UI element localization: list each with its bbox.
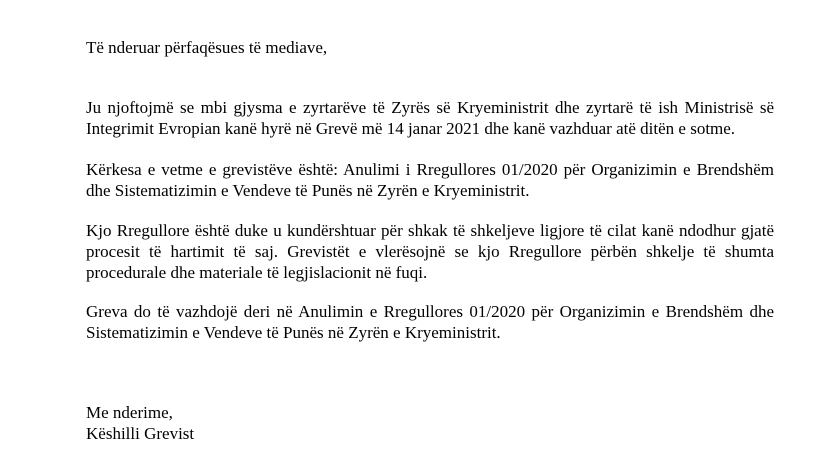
paragraph-4-line-2: Sistematizimin e Vendeve të Punës në Zyrën e Kryeministrit.	[86, 323, 501, 342]
paragraph-2-line-2: dhe Sistematizimin e Vendeve të Punës në Zyrën e Kryeministrit.	[86, 181, 530, 200]
paragraph-3-line-2: procesit të hartimit të saj. Grevistët e vlerësojnë se kjo Rregullore përbën shkelje të shumta	[86, 242, 774, 261]
closing: Me nderime,	[86, 403, 173, 422]
paragraph-2-line-1: Kërkesa e vetme e grevistëve është: Anulimi i Rregullores 01/2020 për Organizimin e Brendshëm	[86, 160, 774, 179]
paragraph-3-line-1: Kjo Rregullore është duke u kundërshtuar për shkak të shkeljeve ligjore të cilat kanë ndodhur gjatë	[86, 221, 774, 240]
paragraph-4-line-1: Greva do të vazhdojë deri në Anulimin e Rregullores 01/2020 për Organizimin e Brendshëm dhe	[86, 302, 774, 321]
paragraph-1-line-2: Integrimit Evropian kanë hyrë në Grevë më 14 janar 2021 dhe kanë vazhduar atë ditën e sotme.	[86, 119, 736, 138]
signature: Këshilli Grevist	[86, 424, 195, 443]
paragraph-3-line-3: procedurale dhe materiale të legjislacionit në fuqi.	[86, 263, 428, 282]
paragraph-1-line-1: Ju njoftojmë se mbi gjysma e zyrtarëve të Zyrës së Kryeministrit dhe zyrtarë të ish Ministrisë së	[86, 98, 774, 117]
greeting: Të nderuar përfaqësues të mediave,	[86, 38, 328, 57]
